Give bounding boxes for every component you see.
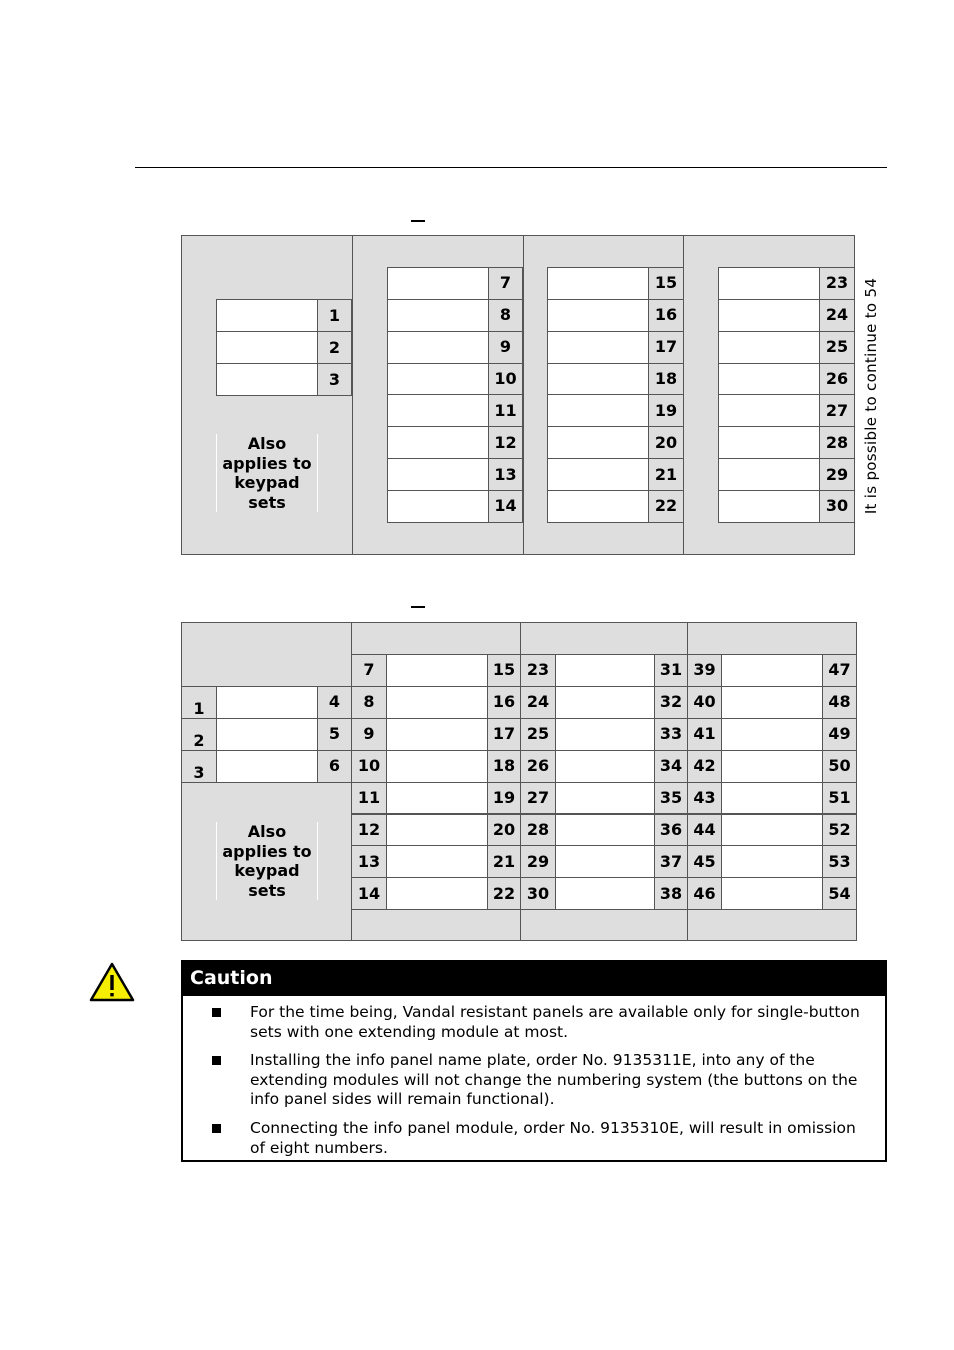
keypad-note: Also applies to keypad sets — [216, 434, 318, 512]
warning-triangle-icon — [89, 962, 135, 1002]
name-plate-field — [721, 814, 823, 847]
button-number: 53 — [828, 851, 851, 871]
bullet-icon — [212, 1056, 221, 1065]
name-plate-field — [387, 458, 489, 491]
name-plate-field — [387, 267, 489, 300]
caution-box — [181, 960, 887, 1162]
name-plate-field — [386, 782, 488, 815]
button-number: 51 — [828, 788, 851, 808]
button-number: 8 — [363, 692, 375, 712]
name-plate-field — [386, 750, 488, 783]
name-plate-field — [718, 458, 820, 491]
button-number: 27 — [825, 400, 849, 420]
button-number: 41 — [693, 724, 716, 744]
button-number: 3 — [328, 369, 341, 389]
button-number: 7 — [499, 273, 512, 293]
name-plate-field — [386, 877, 488, 910]
button-number: 6 — [328, 756, 341, 776]
name-plate-field — [387, 331, 489, 364]
name-plate-field — [555, 654, 655, 687]
name-plate-field — [718, 331, 820, 364]
button-number: 18 — [492, 756, 516, 776]
name-plate-field — [721, 686, 823, 719]
bullet-icon — [212, 1008, 221, 1017]
caption-dash — [411, 606, 425, 608]
button-number: 15 — [654, 273, 678, 293]
button-number: 45 — [693, 851, 716, 871]
name-plate-field — [718, 299, 820, 332]
button-number: 22 — [492, 883, 516, 903]
button-number: 23 — [526, 660, 550, 680]
button-number: 54 — [828, 883, 851, 903]
button-number: 21 — [654, 464, 678, 484]
button-number: 27 — [526, 788, 550, 808]
button-number: 26 — [526, 756, 550, 776]
name-plate-field — [386, 845, 488, 878]
button-number: 36 — [659, 819, 683, 839]
button-number: 39 — [693, 660, 716, 680]
button-number: 44 — [693, 819, 716, 839]
button-number: 1 — [328, 305, 341, 325]
button-number: 34 — [659, 756, 683, 776]
name-plate-field — [555, 750, 655, 783]
name-plate-field — [216, 363, 318, 396]
button-number: 28 — [526, 819, 550, 839]
button-number: 30 — [825, 496, 849, 516]
button-number: 29 — [825, 464, 849, 484]
button-number: 18 — [654, 368, 678, 388]
button-number: 12 — [357, 819, 381, 839]
button-number: 46 — [693, 883, 716, 903]
button-number: 49 — [828, 724, 851, 744]
list-item: For the time being, Vandal resistant panels are available only for single-button sets with one extending module at most. — [250, 1003, 870, 1042]
button-number: 15 — [492, 660, 516, 680]
caution-title: Caution — [183, 962, 885, 996]
name-plate-field — [721, 654, 823, 687]
button-number: 26 — [825, 368, 849, 388]
caption-dash — [411, 220, 425, 222]
button-number: 20 — [654, 432, 678, 452]
button-number: 48 — [828, 692, 851, 712]
button-number: 4 — [328, 692, 341, 712]
name-plate-field — [386, 686, 488, 719]
button-number: 1 — [193, 698, 205, 718]
button-number: 20 — [492, 819, 516, 839]
button-number: 22 — [654, 496, 678, 516]
button-number: 38 — [659, 883, 683, 903]
button-number: 47 — [828, 660, 851, 680]
name-plate-field — [386, 814, 488, 847]
button-number: 30 — [526, 883, 550, 903]
button-number: 25 — [825, 337, 849, 357]
name-plate-field — [547, 267, 649, 300]
button-number: 9 — [363, 724, 375, 744]
button-number: 16 — [492, 692, 516, 712]
name-plate-field — [718, 426, 820, 459]
name-plate-field — [547, 299, 649, 332]
keypad-note: Also applies to keypad sets — [216, 822, 318, 900]
name-plate-field — [387, 426, 489, 459]
button-number: 16 — [654, 305, 678, 325]
button-number: 14 — [357, 883, 381, 903]
button-number: 14 — [494, 496, 517, 516]
button-number: 2 — [328, 337, 341, 357]
button-number: 31 — [659, 660, 683, 680]
button-number: 32 — [659, 692, 683, 712]
button-number: 3 — [193, 762, 205, 782]
name-plate-field — [547, 426, 649, 459]
name-plate-field — [387, 490, 489, 523]
button-number: 25 — [526, 724, 550, 744]
name-plate-field — [547, 458, 649, 491]
name-plate-field — [721, 750, 823, 783]
name-plate-field — [387, 394, 489, 427]
button-number: 10 — [357, 756, 381, 776]
name-plate-field — [555, 718, 655, 751]
button-number: 5 — [328, 724, 341, 744]
name-plate-field — [547, 363, 649, 396]
name-plate-field — [555, 814, 655, 847]
button-number: 17 — [654, 337, 678, 357]
bullet-icon — [212, 1124, 221, 1133]
name-plate-field — [547, 331, 649, 364]
name-plate-field — [216, 718, 318, 751]
button-number: 7 — [363, 660, 375, 680]
list-item: Installing the info panel name plate, order No. 9135311E, into any of the extending modules will not change the numbering system (the buttons on the info panel sides will remain functional). — [250, 1051, 870, 1110]
button-number: 29 — [526, 851, 550, 871]
button-number: 11 — [357, 788, 381, 808]
name-plate-field — [386, 654, 488, 687]
name-plate-field — [718, 394, 820, 427]
name-plate-field — [555, 686, 655, 719]
name-plate-field — [718, 490, 820, 523]
name-plate-field — [555, 782, 655, 815]
name-plate-field — [216, 686, 318, 719]
button-number: 11 — [494, 400, 517, 420]
button-number: 13 — [494, 464, 517, 484]
name-plate-field — [721, 877, 823, 910]
button-number: 42 — [693, 756, 716, 776]
button-number: 17 — [492, 724, 516, 744]
name-plate-field — [721, 845, 823, 878]
button-number: 43 — [693, 788, 716, 808]
name-plate-field — [555, 877, 655, 910]
name-plate-field — [718, 267, 820, 300]
button-number: 40 — [693, 692, 716, 712]
name-plate-field — [216, 331, 318, 364]
name-plate-field — [387, 299, 489, 332]
name-plate-field — [555, 845, 655, 878]
name-plate-field — [216, 750, 318, 783]
name-plate-field — [216, 299, 318, 332]
button-number: 52 — [828, 819, 851, 839]
button-number: 21 — [492, 851, 516, 871]
button-number: 28 — [825, 432, 849, 452]
button-number: 24 — [526, 692, 550, 712]
button-number: 9 — [499, 337, 512, 357]
button-number: 37 — [659, 851, 683, 871]
list-item: Connecting the info panel module, order No. 9135310E, will result in omission of eight numbers. — [250, 1119, 870, 1158]
button-number: 19 — [654, 400, 678, 420]
name-plate-field — [721, 782, 823, 815]
name-plate-field — [721, 718, 823, 751]
button-number: 2 — [193, 730, 205, 750]
button-number: 13 — [357, 851, 381, 871]
header-rule — [135, 167, 887, 168]
button-number: 8 — [499, 305, 512, 325]
name-plate-field — [386, 718, 488, 751]
name-plate-field — [387, 363, 489, 396]
button-number: 33 — [659, 724, 683, 744]
name-plate-field — [547, 394, 649, 427]
button-number: 12 — [494, 432, 517, 452]
button-number: 10 — [494, 368, 517, 388]
name-plate-field — [718, 363, 820, 396]
name-plate-field — [547, 490, 649, 523]
button-number: 24 — [825, 305, 849, 325]
button-number: 35 — [659, 788, 683, 808]
button-number: 50 — [828, 756, 851, 776]
button-number: 19 — [492, 788, 516, 808]
button-number: 23 — [825, 273, 849, 293]
